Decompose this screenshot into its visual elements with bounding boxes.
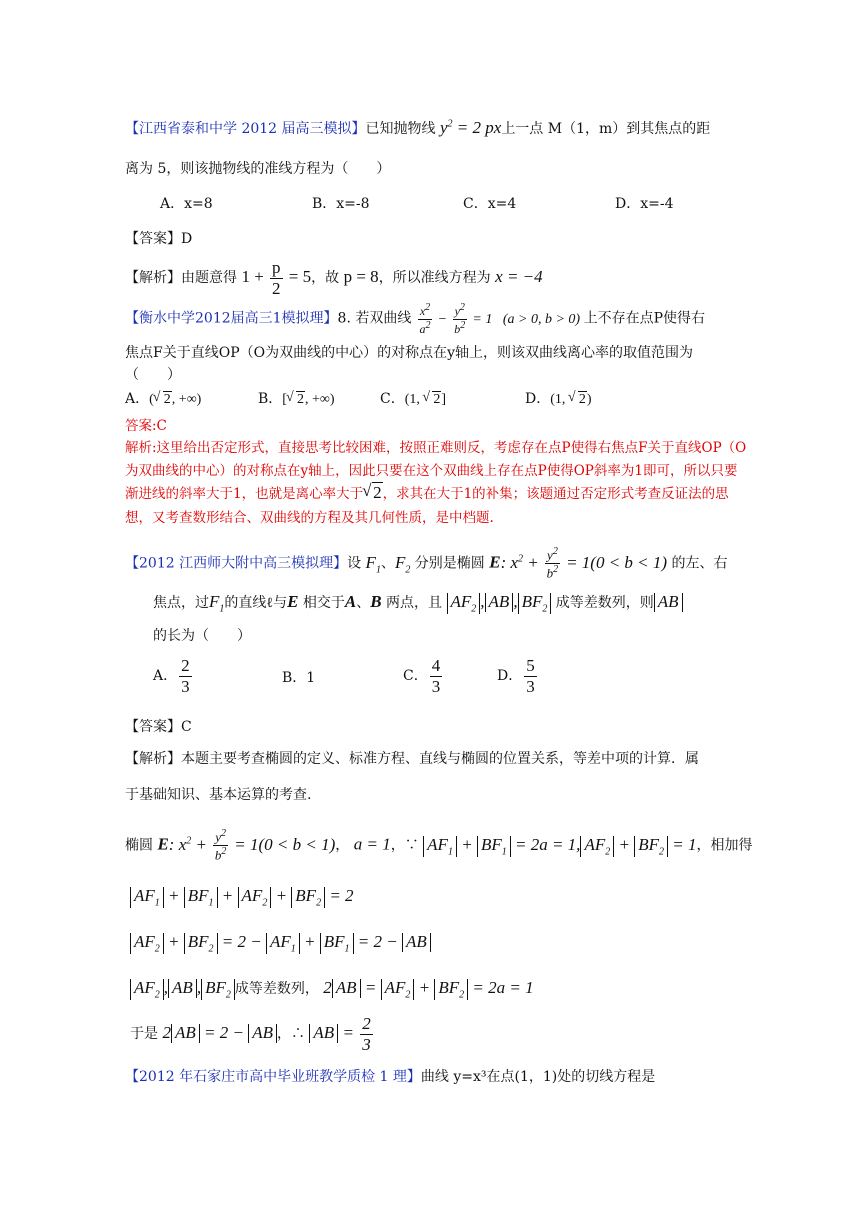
q2-analysis-1: 解析:这里给出否定形式，直接思考比较困难，按照正难则反，考虑存在点P使得右焦点F关于直线OP（O	[125, 440, 747, 456]
q2-analysis-3: 渐进线的斜率大于1，也就是离心率大于√ 2，求其在大于1的补集；该题通过否定形式考查反证法的思	[125, 482, 729, 503]
q3-stem-line3: 的长为（ ）	[153, 628, 251, 644]
q3-analysis-1: 【解析】本题主要考查椭圆的定义、标准方程、直线与椭圆的位置关系，等差中项的计算．属	[125, 751, 699, 767]
q2-stem-pre: 若双曲线	[355, 310, 412, 327]
q1-parabola-formula: $y^2 = 2$ px	[439, 118, 502, 137]
q1-option-d: D．x=-4	[615, 196, 674, 212]
q4-stem	[125, 1066, 655, 1086]
q1-option-b: B．x=-8	[312, 196, 370, 212]
q2-option-d: D．(1, √ 2)	[525, 388, 592, 408]
q1-source: 【江西省泰和中学 2012 届高三模拟】	[125, 121, 366, 137]
q3-analysis-3: 椭圆 E: $x^2$ + $\frac{y^2}{b^2}$ = 1(0 < b < 1)， a = 1，∵ $AF_1 + BF_1 = 2a = 1$, $AF_2 + BF_2 = 1$，相加得	[125, 828, 753, 863]
q1-stem-line2: 离为 5，则该抛物线的准线方程为（ ）	[125, 161, 391, 177]
q3-analysis-7: 于是 2 AB = 2 − AB ，∴ AB = $\frac{2}{3}$	[130, 1014, 371, 1054]
q3-option-a: A． $\frac{2}{3}$	[153, 656, 190, 696]
q1-analysis-mid: ，故	[311, 269, 340, 286]
q4-source: 【2012 年石家庄市高中毕业班教学质检 1 理】	[125, 1069, 421, 1085]
q1-analysis	[125, 258, 543, 298]
q2-stem-line3: （ ）	[125, 367, 181, 383]
q2-option-b: B．[√ 2, +∞)	[258, 388, 335, 408]
q2-stem-line1	[125, 302, 705, 337]
q1-stem-post: 上一点 M（1，m）到其焦点的距	[501, 121, 711, 137]
q1-analysis-post: ，所以准线方程为	[378, 269, 491, 286]
q1-stem-pre: 已知抛物线	[365, 121, 436, 137]
q2-number: 8.	[337, 310, 351, 327]
q2-stem-post: 上不存在点P使得右	[583, 310, 706, 327]
q2-analysis-4: 想，又考查数形结合、双曲线的方程及其几何性质，是中档题.	[125, 510, 494, 526]
q2-option-c: C．(1, √ 2]	[380, 388, 446, 408]
q1-eq-3: x = −4	[495, 266, 543, 286]
q3-stem-line1: 【2012 江西师大附中高三模拟理】设 $F_1$、$F_2$ 分别是椭圆 E: $x^2$ + $\frac{y^2}{b^2}$ = 1(0 < b < 1) 的左、右	[125, 546, 728, 581]
q3-analysis-2: 于基础知识、基本运算的考查.	[125, 787, 312, 803]
q3-answer: 【答案】C	[125, 719, 192, 735]
q1-option-c: C．x=4	[463, 196, 517, 212]
q2-source: 【衡水中学2012届高三1模拟理】	[125, 310, 338, 327]
q2-stem-line2: 焦点F关于直线OP（O为双曲线的中心）的对称点在y轴上，则该双曲线离心率的取值范围为	[125, 345, 693, 361]
q1-answer: 【答案】D	[125, 231, 193, 247]
q3-option-b: B．1	[282, 670, 316, 686]
q3-analysis-5: $AF_2 + BF_2 = 2 - AF_1 + BF_1 = 2$ − AB	[130, 932, 431, 954]
q2-option-a: A．(√ 2, +∞)	[125, 388, 201, 408]
q1-analysis-label: 【解析】	[125, 269, 181, 286]
q2-hyperbola-formula: $\frac{x^2}{a^2}$ − $\frac{y^2}{b^2}$ = 1 (a > 0, b > 0)	[419, 302, 584, 336]
q3-stem-line2: 焦点，过$F_1$的直线ℓ与E 相交于A、B 两点，且 $AF_2$ , AB , $BF_2$ 成等差数列，则 AB	[153, 592, 683, 614]
q3-option-c: C． $\frac{4}{3}$	[403, 656, 441, 696]
q1-option-a: A．x=8	[160, 196, 213, 212]
q3-analysis-6: $AF_2$ , AB , $BF_2$ 成等差数列， 2 AB = $AF_2 + BF_2 = 2a = 1$	[130, 978, 534, 1000]
q3-option-d: D． $\frac{5}{3}$	[497, 656, 535, 696]
q1-stem-line1	[125, 118, 710, 138]
q3-analysis-4: $AF_1 + BF_1 + AF_2 + BF_2 = 2$	[130, 886, 354, 908]
q1-analysis-pre: 由题意得	[181, 269, 237, 286]
q3-source: 【2012 江西师大附中高三模拟理】	[125, 555, 348, 572]
q1-eq-2: p = 8	[343, 266, 379, 286]
q1-eq-1: 1 + $\frac{p}{2}$ = 5	[241, 258, 312, 298]
q2-analysis-2: 为双曲线的中心）的对称点在y轴上，因此只要在这个双曲线上存在点P使得OP斜率为1即可，所以只要	[125, 463, 738, 479]
q4-stem-text: 曲线 y=x³在点(1，1)处的切线方程是	[420, 1069, 656, 1085]
q2-answer: 答案:C	[125, 418, 167, 434]
